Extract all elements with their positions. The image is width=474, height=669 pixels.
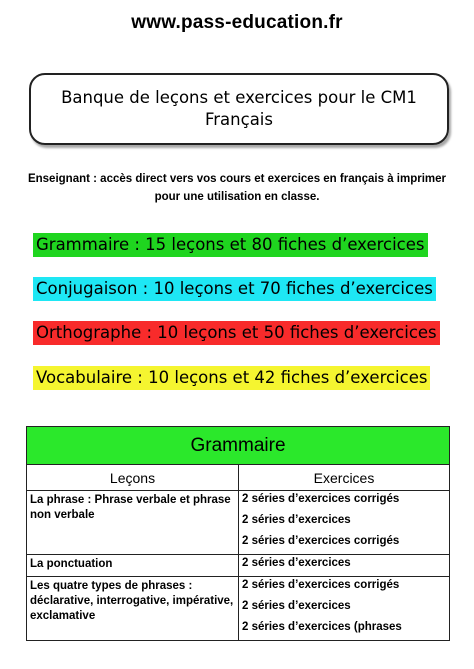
site-url[interactable]: www.pass-education.fr (131, 12, 343, 33)
summary-orthographe[interactable]: Orthographe : 10 leçons et 50 fiches d’exercices (33, 321, 440, 345)
lesson-cell: La ponctuation (27, 555, 239, 577)
intro-text: Enseignant : accès direct vers vos cours et exercices en français à imprimer pour une utilisation en classe. (27, 173, 447, 203)
exercise-link[interactable]: 2 séries d’exercices corrigés (242, 535, 400, 547)
summary-conjugaison[interactable]: Conjugaison : 10 leçons et 70 fiches d’exercices (33, 277, 436, 301)
exercise-link[interactable]: 2 séries d’exercices corrigés (242, 493, 400, 505)
exercise-link[interactable]: 2 séries d’exercices (phrases (242, 621, 402, 633)
exercise-link[interactable]: 2 séries d’exercices (242, 514, 351, 526)
summary-vocabulaire[interactable]: Vocabulaire : 10 leçons et 42 fiches d’exercices (33, 366, 430, 390)
table-row (27, 577, 450, 641)
lesson-cell: Les quatre types de phrases : déclarative, interrogative, impérative, exclamative (27, 577, 239, 641)
exercise-link[interactable]: 2 séries d’exercices (242, 600, 351, 612)
title-box (29, 73, 449, 145)
table-title: Grammaire (27, 427, 450, 465)
column-header-exercises: Exercices (239, 465, 450, 491)
exercises-cell (239, 491, 450, 555)
summary-grammaire[interactable]: Grammaire : 15 leçons et 80 fiches d’exercices (33, 233, 428, 257)
exercise-link[interactable]: 2 séries d’exercices corrigés (242, 579, 400, 591)
title-line-2: Français (204, 110, 273, 129)
lesson-cell: La phrase : Phrase verbale et phrase non verbale (27, 491, 239, 555)
exercises-cell (239, 577, 450, 641)
column-header-lessons: Leçons (27, 465, 239, 491)
table-row (27, 555, 450, 577)
title-line-1: Banque de leçons et exercices pour le CM1 (61, 88, 417, 107)
table-row (27, 491, 450, 555)
grammar-table (26, 426, 450, 641)
exercises-cell (239, 555, 450, 577)
exercise-link[interactable]: 2 séries d’exercices (242, 557, 351, 569)
